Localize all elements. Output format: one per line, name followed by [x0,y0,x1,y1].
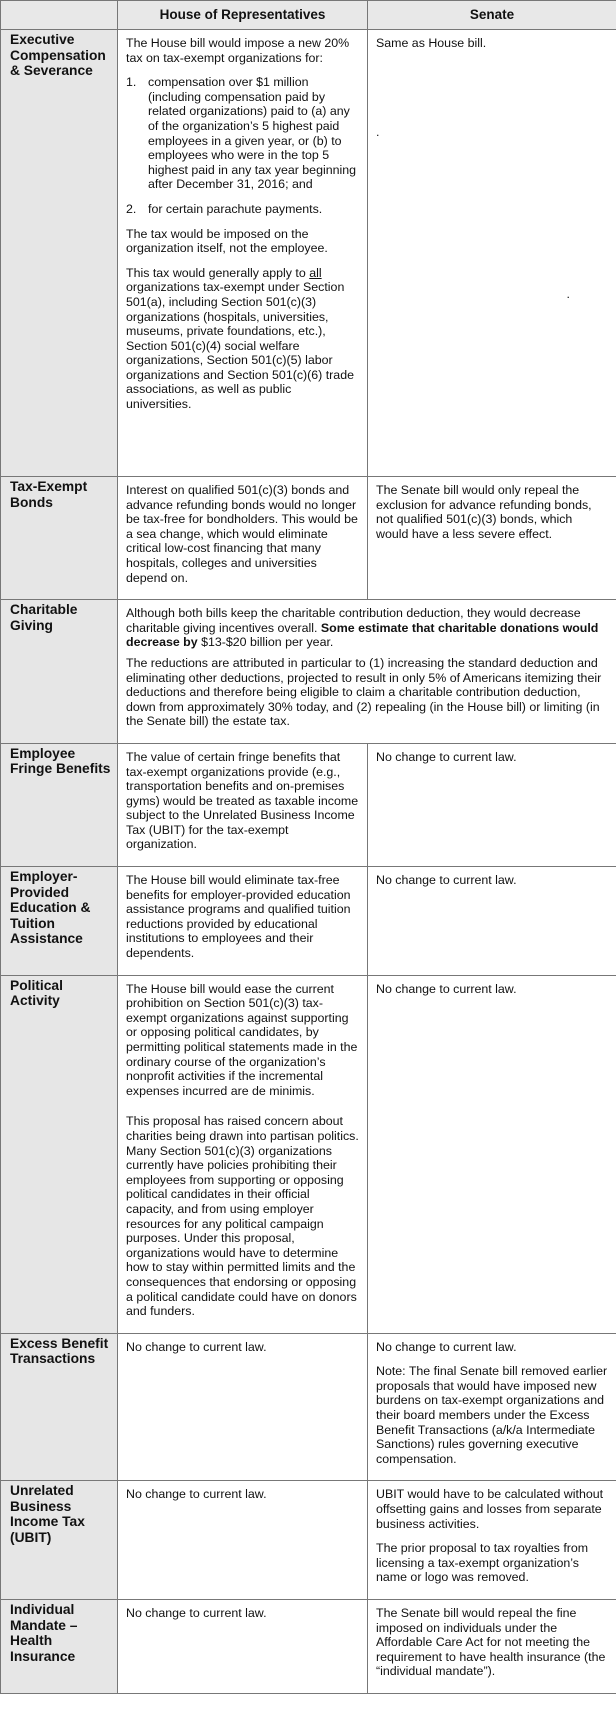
row-topic: Employer-Provided Education & Tuition Assistance [1,867,118,976]
table-row [1,975,616,1333]
row-topic: Charitable Giving [1,600,118,744]
list-number: 1. [126,75,137,90]
header-blank [1,1,118,30]
house-text: The House bill would impose a new 20% tax on tax-exempt organizations for: [126,36,350,65]
list-item [126,202,359,217]
shared-text: The reductions are attributed in particular to (1) increasing the standard deduction and eliminating other deductions, projected to result in only 5% of Americans itemizing their deductions and therefore being eligible to claim a charitable contribution deduction, down from approximately 30% today, and (2) repealing (in the House bill) or limiting (in the Senate bill) the estate tax. [126,655,602,729]
row-topic: Executive Compensation & Severance [1,30,118,477]
row-topic: Excess Benefit Transactions [1,1333,118,1481]
header-senate: Senate [368,1,616,30]
header-house: House of Representatives [118,1,368,30]
house-text: The tax would be imposed on the organization itself, not the employee. [126,226,328,256]
table-row [1,743,616,866]
house-cell [118,1481,368,1600]
row-topic: Unrelated Business Income Tax (UBIT) [1,1481,118,1600]
senate-text: UBIT would have to be calculated without offsetting gains and losses from separate business activities. [376,1487,604,1531]
house-cell [118,743,368,866]
row-topic: Employee Fringe Benefits [1,743,118,866]
list-number: 2. [126,201,137,216]
shared-text: Although both bills keep the charitable contribution deduction, they would decrease charitable giving incentives overall. Some estimate that charitable donations would decrease by $13-$20 billion per year. [126,606,599,650]
house-text: The House bill would ease the current prohibition on Section 501(c)(3) tax-exempt organizations against supporting or opposing political candidates, by permitting political statements made in the ordinary course of the organization’s nonprofit activities if the incremental expenses incurred are de minimis. [126,981,358,1098]
house-cell [118,1333,368,1481]
house-list [126,75,359,216]
house-text: Interest on qualified 501(c)(3) bonds and advance refunding bonds would no longer be tax-free for bondholders. This would be a sea change, which would eliminate critical low-cost financing that many hospitals, colleges and universities depend on. [126,483,358,585]
table-row [1,867,616,976]
senate-cell [368,1481,616,1600]
house-text: No change to current law. [126,1487,267,1502]
table-row [1,477,616,600]
senate-cell [368,975,616,1333]
list-item [126,75,359,192]
row-topic: Individual Mandate – Health Insurance [1,1600,118,1694]
house-text: This proposal has raised concern about charities being drawn into partisan politics. Many Section 501(c)(3) organizations currently have policies prohibiting their employees from supporting or opposing political candidates in their official capacity, and from using employer resources for any political campaign purposes. Under this proposal, organizations would have to determine how to stay within permitted limits and the consequences that endorsing or opposing a political candidate could have on donors and funders. [126,1114,359,1319]
house-text: The House bill would eliminate tax-free benefits for employer-provided education assistance programs and qualified tuition reductions provided by educational institutions to employees and their dependents. [126,873,351,961]
senate-text: The Senate bill would only repeal the exclusion for advance refunding bonds, not qualified 501(c)(3) bonds, which would have a less severe effect. [376,483,592,541]
house-text: No change to current law. [126,1606,267,1620]
table-row [1,1481,616,1600]
table-row [1,1333,616,1481]
senate-text: The Senate bill would repeal the fine imposed on individuals under the Affordable Care Act for not meeting the requirement to have health insurance (the “individual mandate”). [376,1606,606,1679]
list-text: compensation over $1 million (including compensation paid by related organizations) paid to (a) any of the organization’s 5 highest paid employees in a given year, or (b) to employees who were in the top 5 highest paid in any tax year beginning after December 31, 2016; and [148,75,357,192]
senate-text: No change to current law. [376,1339,517,1354]
senate-cell [368,1333,616,1481]
row-topic: Tax-Exempt Bonds [1,477,118,600]
table-row [1,600,616,744]
shared-cell [118,600,616,744]
senate-text: Same as House bill. [376,36,487,50]
list-text: for certain parachute payments. [148,201,323,216]
senate-text: The prior proposal to tax royalties from licensing a tax-exempt organization’s name or logo was removed. [376,1541,589,1585]
house-text: The value of certain fringe benefits that tax-exempt organizations provide (e.g., transportation benefits and on-premises gyms) would be treated as taxable income subject to the Unrelated Business Income Tax (UBIT) for the tax-exempt organization. [126,749,359,852]
table-row [1,1600,616,1694]
table-row [1,30,616,477]
senate-text: No change to current law. [376,873,517,888]
header-row [1,1,616,30]
stray-dot: . [566,286,570,301]
senate-cell [368,743,616,866]
senate-cell [368,477,616,600]
house-cell [118,867,368,976]
senate-text: No change to current law. [376,981,517,996]
house-cell [118,30,368,477]
house-text: This tax would generally apply to all organizations tax-exempt under Section 501(a), including Section 501(c)(3) organizations (hospitals, universities, museums, private foundations, etc.), Section 501(c)(4) social welfare organizations, Section 501(c)(5) labor organizations and Section 501(c)(6) trade associations, as well as public universities. [126,265,354,412]
senate-text: Note: The final Senate bill removed earlier proposals that would have imposed new burdens on tax-exempt organizations and their board members under the Excess Benefit Transactions (a/k/a Intermediate Sanctions) rules governing executive compensation. [376,1364,608,1466]
house-cell [118,1600,368,1694]
house-text: No change to current law. [126,1339,267,1354]
senate-text: No change to current law. [376,749,517,764]
senate-cell [368,30,616,477]
senate-cell [368,1600,616,1694]
senate-cell [368,867,616,976]
house-cell [118,477,368,600]
stray-dot: . [376,124,380,139]
house-cell [118,975,368,1333]
row-topic: Political Activity [1,975,118,1333]
